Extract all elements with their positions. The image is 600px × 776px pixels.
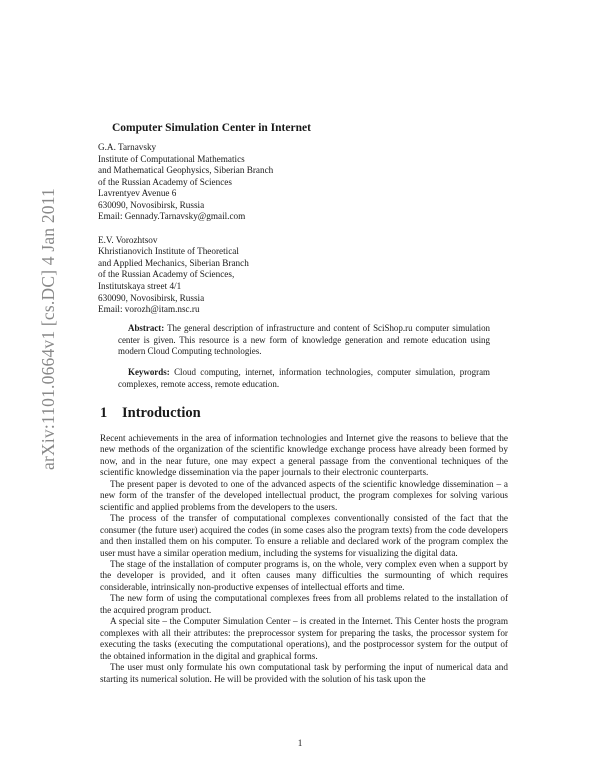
page-number: 1 <box>297 738 303 748</box>
author-email: Email: Gennady.Tarnavsky@gmail.com <box>98 211 246 222</box>
author-block <box>98 142 273 223</box>
keywords-label: Keywords: <box>128 367 170 377</box>
author-email: Email: vorozh@itam.nsc.ru <box>98 304 200 315</box>
paragraph: Recent achievements in the area of information technologies and Internet give the reasons to believe that the new methods of the organization of the scientific knowledge exchange process have already been formed by now, and in the near future, one may expect a general passage from the conventional techniques of the scientific knowledge dissemination via the paper journals to their electronic counterparts. <box>100 433 508 478</box>
author-name: E.V. Vorozhtsov <box>98 234 158 245</box>
paper-title: Computer Simulation Center in Internet <box>112 122 311 134</box>
paragraph: The new form of using the computational complexes frees from all problems related to the installation of the acquired program product. <box>100 593 508 615</box>
section-heading <box>100 405 201 422</box>
affiliation-line: and Applied Mechanics, Siberian Branch <box>98 257 249 268</box>
section-number: 1 <box>100 405 108 421</box>
author-block <box>98 235 273 316</box>
body-text <box>100 433 508 685</box>
affiliation-line: Institute of Computational Mathematics <box>98 153 245 164</box>
paragraph: The present paper is devoted to one of the advanced aspects of the scientific knowledge dissemination – a new form of the transfer of the developed intellectual product, the program complexes for solving various scientific and applied problems from the developers to the users. <box>100 478 508 512</box>
paragraph: The process of the transfer of computational complexes conventionally consisted of the fact that the consumer (the future user) acquired the codes (in some cases also the program texts) from the code developers and then installed them on his computer. To ensure a reliable and declared work of the program complex the user must have a similar operation medium, including the systems for visualizing the digital data. <box>100 513 508 558</box>
paragraph: A special site – the Computer Simulation Center – is created in the Internet. This Center hosts the program complexes with all their attributes: the preprocessor system for preparing the tasks, the processor system for executing the tasks (executing the computational operations), and the postprocessor system for the output of the obtained information in the digital and graphical forms. <box>100 616 508 661</box>
section-title: Introduction <box>122 405 201 421</box>
arxiv-identifier: arXiv:1101.0664v1 [cs.DC] 4 Jan 2011 <box>38 188 58 470</box>
affiliation-line: 630090, Novosibirsk, Russia <box>98 199 205 210</box>
author-list <box>98 142 273 328</box>
abstract <box>118 323 490 358</box>
keywords-text: Cloud computing, internet, information technologies, computer simulation, program complexes, remote access, remote education. <box>118 367 490 389</box>
affiliation-line: and Mathematical Geophysics, Siberian Branch <box>98 165 274 176</box>
abstract-text: The general description of infrastructure and content of SciShop.ru computer simulation center is given. This resource is a new form of knowledge generation and remote education using modern Cloud Computing technologies. <box>118 323 491 357</box>
paragraph: The user must only formulate his own computational task by performing the input of numerical data and starting its numerical solution. He will be provided with the solution of his task upon the <box>100 662 508 684</box>
author-name: G.A. Tarnavsky <box>98 142 157 152</box>
abstract-label: Abstract: <box>128 323 165 333</box>
affiliation-line: Institutskaya street 4/1 <box>98 281 182 292</box>
affiliation-line: of the Russian Academy of Sciences <box>98 176 232 187</box>
affiliation-line: Khristianovich Institute of Theoretical <box>98 246 239 257</box>
affiliation-line: 630090, Novosibirsk, Russia <box>98 292 205 303</box>
keywords <box>118 367 490 390</box>
paragraph: The stage of the installation of computer programs is, on the whole, very complex even when a support by the developer is provided, and it often causes many difficulties the surmounting of which requires considerable, intrinsically non-productive expenses of intellectual efforts and time. <box>100 558 508 592</box>
affiliation-line: of the Russian Academy of Sciences, <box>98 269 235 280</box>
affiliation-line: Lavrentyev Avenue 6 <box>98 188 177 199</box>
